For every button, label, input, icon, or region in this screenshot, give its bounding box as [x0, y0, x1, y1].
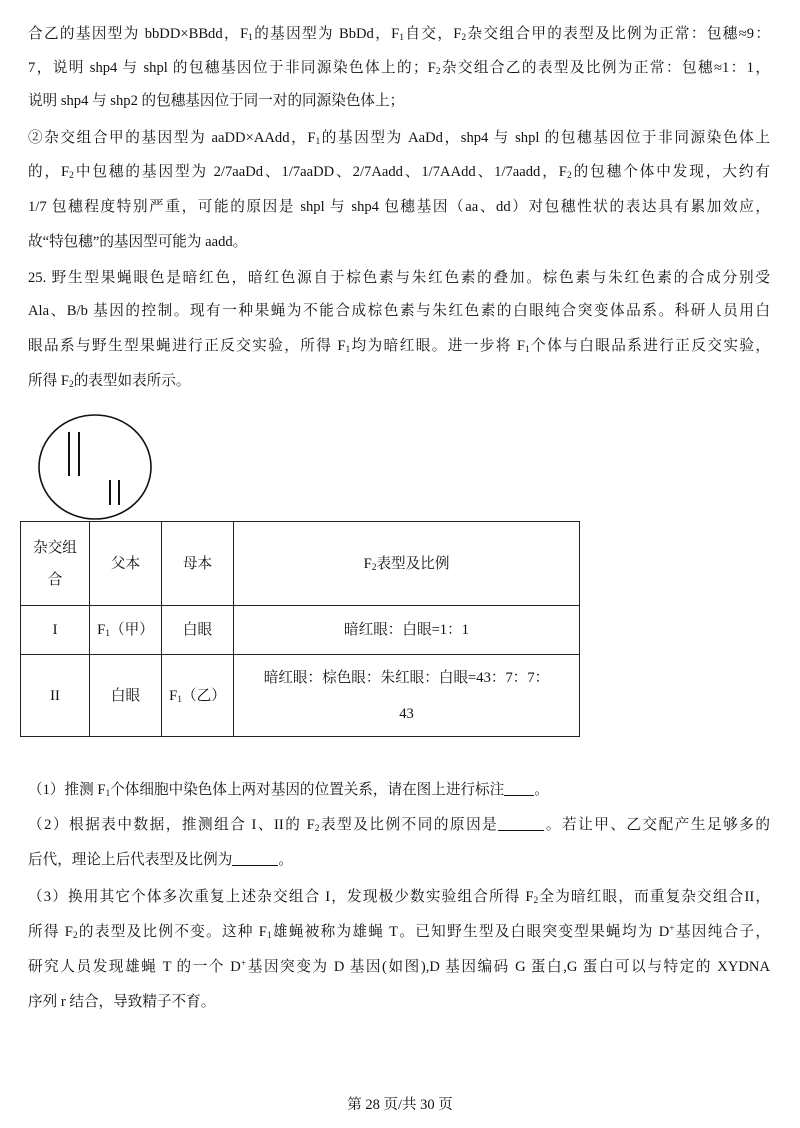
header-mother: 母本 — [162, 522, 234, 606]
subquestion-2 — [28, 815, 770, 835]
text-run: 的基因型为 BbDd，F — [252, 26, 400, 42]
subscript: 1 — [345, 345, 351, 355]
text-run: 杂交组合甲的表型及比例为正常：包穗≈9： — [466, 26, 770, 42]
subscript: 1 — [399, 33, 405, 43]
question-line: Ala、B/b 基因的控制。现有一种果蝇为不能合成棕色素与朱红色素的白眼纯合突变体品系。科研人员用白 — [28, 303, 770, 319]
cell-combo: II — [21, 655, 90, 737]
cell-father — [90, 606, 162, 655]
subquestion-3-cont — [28, 957, 770, 977]
subquestion-3-cont — [28, 922, 770, 942]
question-line: 25. 野生型果蝇眼色是暗红色，暗红色源自于棕色素与朱红色素的叠加。棕色素与朱红色素的合成分别受 — [28, 270, 770, 286]
cell-mother: 白眼 — [162, 606, 234, 655]
subscript: 2 — [314, 824, 320, 834]
text-run: 个体与白眼品系进行正反交实验， — [529, 338, 770, 354]
header-cross-combo — [21, 522, 90, 606]
answer-line — [28, 24, 770, 44]
subscript: 2 — [68, 380, 74, 390]
text-run: 合乙的基因型为 bbDD×BBdd，F — [28, 26, 249, 42]
subscript: 1 — [315, 137, 321, 147]
answer-line: 故“特包穗”的基因型可能为 aadd。 — [28, 234, 248, 250]
subscript: 1 — [177, 694, 183, 705]
subscript: 2 — [371, 562, 377, 573]
text-run: 的表型如表所示。 — [73, 373, 191, 389]
cell-text: 43 — [399, 705, 414, 722]
answer-blank[interactable] — [504, 781, 534, 796]
subscript: 1 — [105, 629, 111, 639]
table-header-row — [21, 522, 580, 606]
header-father: 父本 — [90, 522, 162, 606]
table-row — [21, 655, 580, 737]
cell-mother — [162, 655, 234, 737]
answer-line — [28, 128, 770, 148]
text-run: 所得 F — [28, 373, 69, 389]
header-text: F — [363, 555, 372, 572]
answer-blank[interactable] — [498, 816, 544, 831]
text-run: 的，F — [28, 164, 70, 180]
answer-line: 说明 shp4 与 shp2 的包穗基因位于同一对的同源染色体上； — [28, 93, 405, 109]
answer-blank[interactable] — [232, 851, 278, 866]
text-run: 全为暗红眼，而重复杂交组合II， — [538, 889, 770, 905]
text-run: 的表型及比例不变。这种 F — [77, 924, 267, 940]
subquestion-3-cont: 序列 r 结合，导致精子不育。 — [28, 994, 216, 1010]
subscript: 2 — [533, 896, 539, 906]
cell-combo: I — [21, 606, 90, 655]
page-number: 第 28 页/共 30 页 — [347, 1097, 453, 1113]
header-f2-phenotype — [234, 522, 580, 606]
text-run: 均为暗红眼。进一步将 F — [350, 338, 525, 354]
header-text: 合 — [47, 571, 63, 588]
text-run: 的基因型为 AaDd，shp4 与 shpl 的包穗基因位于非同源染色体上 — [320, 130, 770, 146]
subscript: 2 — [72, 931, 78, 941]
answer-line: 1/7 包穗程度特别严重，可能的原因是 shpl 与 shp4 包穗基因（aa、dd）对包穗性状的表达具有累加效应， — [28, 199, 770, 215]
subscript: 1 — [525, 345, 530, 355]
cell-result — [234, 655, 580, 737]
header-text: 杂交组 — [33, 539, 77, 556]
question-line — [28, 336, 770, 356]
text-run: 。 — [534, 782, 549, 798]
text-run: 雄蝇被称为雄蝇 T。已知野生型及白眼突变型果蝇均为 D — [271, 924, 670, 940]
cell-father: 白眼 — [90, 655, 162, 737]
subscript: 2 — [566, 171, 572, 181]
subquestion-3 — [28, 887, 770, 907]
subquestion-2-cont — [28, 850, 770, 870]
text-run: 个体细胞中染色体上两对基因的位置关系，请在图上进行标注 — [110, 782, 505, 798]
subscript: 2 — [435, 67, 441, 77]
subscript: 1 — [248, 33, 253, 43]
superscript: + — [669, 924, 675, 934]
text-run: 7，说明 shp4 与 shpl 的包穗基因位于非同源染色体上的；F — [28, 60, 436, 76]
cell-text: F — [169, 687, 178, 704]
text-run: 研究人员发现雄蝇 T 的一个 D — [28, 959, 241, 975]
text-run: 。 — [278, 852, 293, 868]
superscript: + — [240, 959, 247, 969]
subscript: 1 — [105, 789, 111, 799]
subscript: 2 — [461, 33, 467, 43]
text-run: 杂交组合乙的表型及比例为正常：包穗≈1：1， — [440, 60, 770, 76]
cell-text: F — [97, 622, 106, 638]
table-row — [21, 606, 580, 655]
text-run: ②杂交组合甲的基因型为 aaDD×AAdd，F — [28, 130, 316, 146]
text-run: 所得 F — [28, 924, 73, 940]
text-run: 眼品系与野生型果蝇进行正反交实验，所得 F — [28, 338, 346, 354]
text-run: 自交，F — [404, 26, 462, 42]
text-run: 表型及比例不同的原因是 — [319, 817, 499, 833]
answer-line — [28, 58, 770, 78]
cell-outline — [39, 415, 151, 519]
subscript: 2 — [69, 171, 74, 181]
question-line — [28, 371, 770, 391]
text-run: （2）根据表中数据，推测组合 I、II的 F — [28, 817, 315, 833]
text-run: （1）推测 F — [28, 782, 106, 798]
text-run: 中包穗的基因型为 2/7aaDd、1/7aaDD、2/7Aadd、1/7AAdd、1/7aadd，F — [73, 164, 567, 180]
cell-diagram — [36, 410, 156, 522]
cross-results-table — [20, 521, 580, 737]
cell-text: （甲） — [110, 622, 154, 638]
text-run: 基因突变为 D 基因(如图),D 基因编码 G 蛋白,G 蛋白可以与特定的 XYDNA — [246, 959, 770, 975]
text-run: 。若让甲、乙交配产生足够多的 — [544, 817, 770, 833]
answer-line — [28, 162, 770, 182]
subquestion-1 — [28, 780, 770, 800]
text-run: （3）换用其它个体多次重复上述杂交组合 I，发现极少数实验组合所得 F — [28, 889, 534, 905]
text-run: 后代，理论上后代表型及比例为 — [28, 852, 233, 868]
cell-text: （乙） — [182, 687, 226, 704]
cell-result: 暗红眼：白眼=1：1 — [234, 606, 580, 655]
text-run: 的包穗个体中发现，大约有 — [571, 164, 770, 180]
cell-text: 暗红眼：棕色眼：朱红眼：白眼=43：7：7： — [263, 669, 550, 686]
header-text: 表型及比例 — [376, 555, 450, 572]
text-run: 基因纯合子， — [674, 924, 770, 940]
subscript: 1 — [266, 931, 272, 941]
